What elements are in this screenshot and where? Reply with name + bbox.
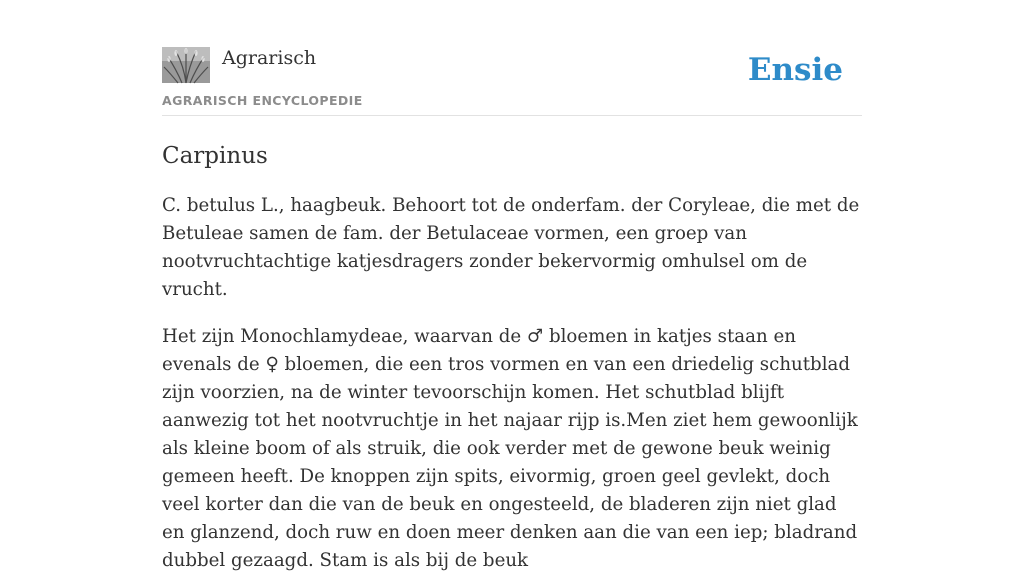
wheat-image-graphic [162, 47, 210, 83]
source-header [162, 44, 862, 116]
article-paragraph: Het zijn Monochlamydeae, waarvan de ♂ bloemen in katjes staan en evenals de ♀ bloemen, die een tros vormen en van een driedelig schutblad zijn voorzien, na de winter tevoorschijn komen. Het schutblad blijft aanwezig tot het nootvruchtje in het najaar rijp is.Men ziet hem gewoonlijk als kleine boom of als struik, die ook verder met de gewone beuk weinig gemeen heeft. De knoppen zijn spits, eivormig, groen geel gevlekt, doch veel korter dan die van de beuk en ongesteeld, de bladeren zijn niet glad en glanzend, doch ruw en doen meer denken aan die van een iep; bladrand dubbel gezaagd. Stam is als bij de beuk [162, 326, 858, 571]
article-title: Carpinus [162, 143, 268, 169]
wheat-image-icon[interactable] [162, 47, 210, 83]
source-subtitle: AGRARISCH ENCYCLOPEDIE [162, 93, 363, 108]
source-name[interactable]: Agrarisch [222, 47, 317, 69]
brand-logo-link[interactable]: Ensie [747, 52, 843, 88]
article-paragraph: C. betulus L., haagbeuk. Behoort tot de onderfam. der Coryleae, die met de Betuleae samen de fam. der Betulaceae vormen, een groep van nootvruchtachtige katjesdragers zonder bekervormig omhulsel om de vrucht. [162, 195, 860, 300]
content-container [162, 44, 862, 575]
